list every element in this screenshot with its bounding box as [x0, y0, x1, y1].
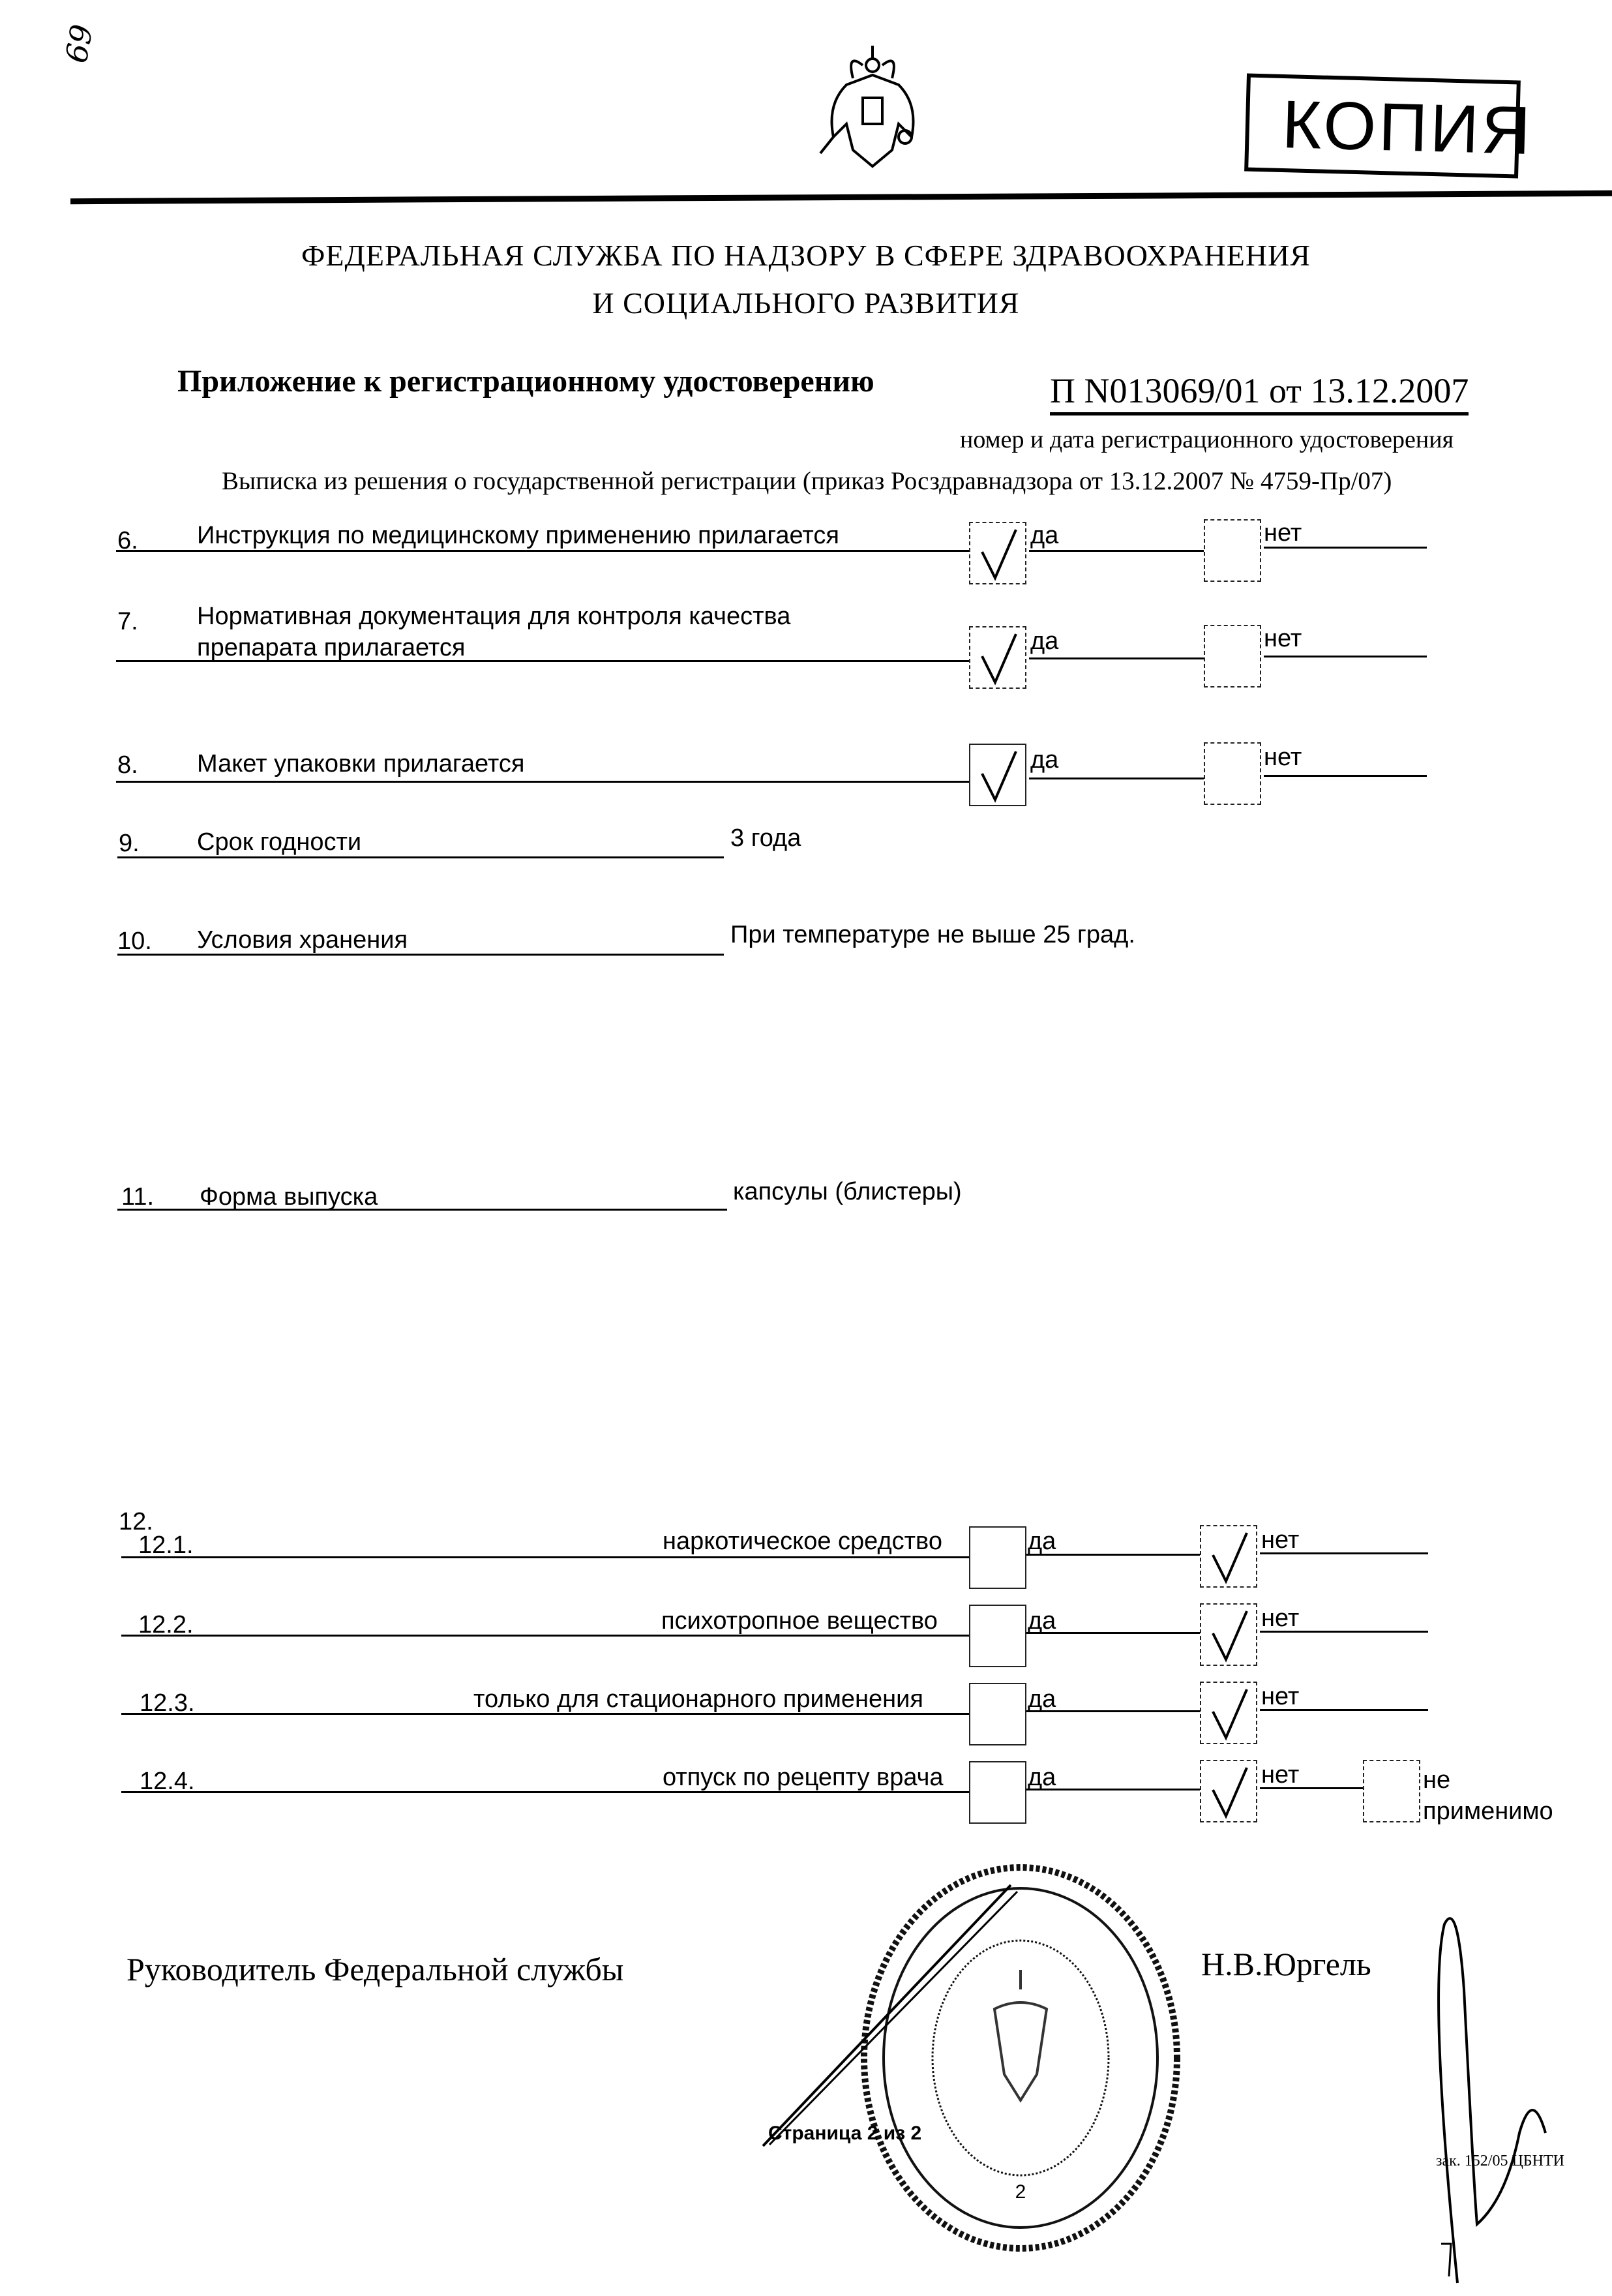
- yes-checkbox[interactable]: [969, 1683, 1026, 1745]
- not-applicable-label-line1: не: [1423, 1766, 1451, 1794]
- not-applicable-label-line2: применимо: [1423, 1798, 1553, 1825]
- item-label: отпуск по рецепту врача: [663, 1764, 944, 1791]
- item-number: 12.1.: [138, 1532, 194, 1559]
- checkmark-icon: [1210, 1764, 1249, 1820]
- annex-title: Приложение к регистрационному удостоверению: [177, 364, 874, 399]
- item-label: Срок годности: [197, 828, 362, 856]
- no-label: нет: [1264, 519, 1302, 547]
- no-label: нет: [1261, 1761, 1300, 1789]
- item-number: 11.: [121, 1183, 155, 1211]
- signatory-title: Руководитель Федеральной службы: [127, 1951, 624, 1987]
- no-label: нет: [1261, 1683, 1300, 1710]
- signatory-name: Н.В.Юргель: [1201, 1946, 1371, 1982]
- handwritten-page-number: 69: [58, 22, 100, 66]
- certificate-number: П N013069/01 от 13.12.2007: [1050, 370, 1469, 415]
- copy-stamp: [1244, 74, 1534, 179]
- checkmark-icon: [979, 630, 1019, 686]
- no-checkbox[interactable]: [1200, 1603, 1257, 1666]
- page-indicator: Страница 2 из 2: [768, 2122, 922, 2144]
- not-applicable-checkbox[interactable]: [1363, 1760, 1420, 1822]
- no-label: нет: [1264, 744, 1302, 771]
- section-12-number: 12.: [119, 1508, 153, 1535]
- yes-checkbox[interactable]: [969, 744, 1026, 806]
- no-checkbox[interactable]: [1200, 1682, 1257, 1744]
- copy-stamp-text: КОПИЯ: [1281, 86, 1534, 170]
- yes-checkbox[interactable]: [969, 1526, 1026, 1589]
- item-label-line1: Нормативная документация для контроля качества: [197, 603, 791, 630]
- item-value: 3 года: [730, 824, 801, 852]
- item-value: При температуре не выше 25 град.: [730, 921, 1135, 948]
- item-label: только для стационарного применения: [473, 1685, 923, 1713]
- item-number: 7.: [117, 608, 138, 635]
- no-checkbox[interactable]: [1204, 519, 1261, 582]
- item-number: 8.: [117, 751, 138, 779]
- item-label: Форма выпуска: [200, 1183, 378, 1211]
- checkmark-icon: [979, 526, 1019, 582]
- checkmark-icon: [1210, 1529, 1249, 1585]
- yes-label: да: [1030, 746, 1059, 774]
- item-label: психотропное вещество: [661, 1607, 938, 1635]
- yes-label: да: [1030, 522, 1059, 549]
- registration-extract: Выписка из решения о государственной регистрации (приказ Росздравнадзора от 13.12.2007 № 4759-Пр/07): [222, 467, 1392, 495]
- no-label: нет: [1261, 1526, 1300, 1554]
- yes-checkbox[interactable]: [969, 626, 1026, 689]
- no-label: нет: [1261, 1605, 1300, 1632]
- yes-label: да: [1028, 1607, 1056, 1635]
- checkmark-icon: [1210, 1685, 1249, 1742]
- item-label: Инструкция по медицинскому применению прилагается: [197, 522, 839, 549]
- header-divider: [70, 190, 1612, 204]
- no-label: нет: [1264, 625, 1302, 652]
- item-value: капсулы (блистеры): [733, 1178, 962, 1205]
- no-checkbox[interactable]: [1200, 1760, 1257, 1822]
- order-code: зак. 152/05 ЦБНТИ: [1436, 2152, 1564, 2169]
- yes-label: да: [1028, 1764, 1056, 1791]
- agency-name-line1: ФЕДЕРАЛЬНАЯ СЛУЖБА ПО НАДЗОРУ В СФЕРЕ ЗДРАВООХРАНЕНИЯ: [301, 239, 1311, 272]
- item-number: 6.: [117, 527, 138, 554]
- item-number: 12.4.: [140, 1768, 195, 1795]
- item-label: Условия хранения: [197, 926, 408, 954]
- agency-name-line2: И СОЦИАЛЬНОГО РАЗВИТИЯ: [592, 286, 1020, 320]
- no-checkbox[interactable]: [1204, 625, 1261, 687]
- item-label: Макет упаковки прилагается: [197, 750, 525, 778]
- item-label-line2: препарата прилагается: [197, 634, 466, 661]
- no-checkbox[interactable]: [1200, 1525, 1257, 1588]
- item-number: 12.2.: [138, 1611, 194, 1639]
- yes-label: да: [1028, 1528, 1056, 1555]
- certificate-caption: номер и дата регистрационного удостоверения: [960, 426, 1454, 453]
- yes-label: да: [1028, 1685, 1056, 1713]
- item-label: наркотическое средство: [663, 1528, 942, 1555]
- yes-checkbox[interactable]: [969, 1761, 1026, 1824]
- item-number: 9.: [119, 830, 140, 857]
- checkmark-icon: [979, 748, 1019, 804]
- item-number: 10.: [117, 928, 152, 955]
- yes-label: да: [1030, 627, 1059, 655]
- yes-checkbox[interactable]: [969, 522, 1026, 584]
- no-checkbox[interactable]: [1204, 742, 1261, 805]
- signature-strokes: [685, 1859, 1612, 2296]
- item-number: 12.3.: [140, 1689, 195, 1717]
- checkmark-icon: [1210, 1607, 1249, 1663]
- svg-text:2: 2: [1015, 2181, 1026, 2203]
- yes-checkbox[interactable]: [969, 1605, 1026, 1667]
- coat-of-arms-icon: [807, 39, 938, 170]
